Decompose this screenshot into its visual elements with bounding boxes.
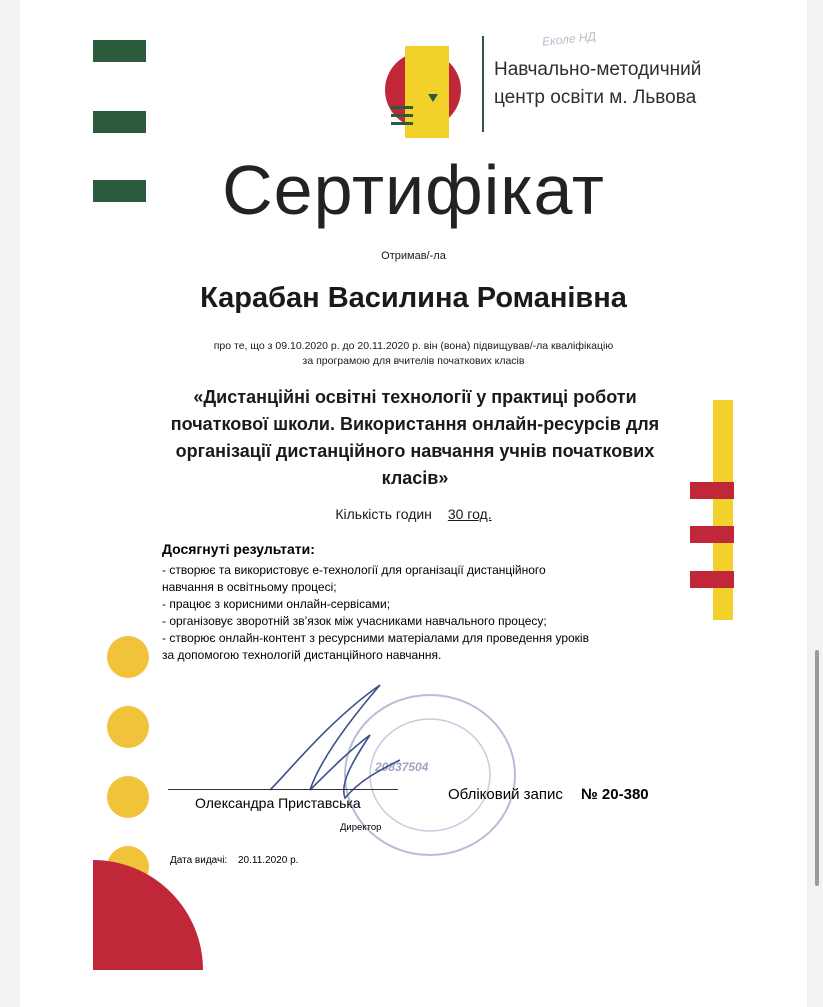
recipient-name: Карабан Василина Романівна [200,282,627,314]
yellow-dot [107,706,149,748]
issue-label: Дата видачі: [170,855,228,866]
director-name: Олександра Приставська [195,795,361,811]
director-title: Директор [340,822,382,833]
record-label: Обліковий запис [448,786,563,803]
training-period [20,339,807,369]
issue-date: 20.11.2020 р. [238,855,299,866]
certificate-page [20,0,807,1007]
result-line: навчання в освітньому процесі; [162,580,337,594]
period-line2: за програмою для вчителів початкових класів [302,355,525,367]
hours-label: Кількість годин [335,506,432,522]
handwritten-note: Еколе НД [541,29,597,49]
results-title: Досягнуті результати: [162,541,315,557]
signature-line [168,789,398,790]
green-bar [93,111,146,133]
result-line: за допомогою технологій дистанційного навчання. [162,648,442,662]
scrollbar-thumb[interactable] [815,650,819,886]
record-row [448,786,649,803]
result-line: - створює онлайн-контент з ресурсними матеріалами для проведення уроків [162,631,589,645]
result-line: - створює та використовує е-технології для організації дистанційного [162,563,546,577]
hours-row [20,506,807,522]
red-arc-decoration [93,860,233,970]
hours-value: 30 год. [447,506,492,522]
yellow-dot [107,776,149,818]
certificate-title: Сертифікат [222,151,605,229]
yellow-dot [107,636,149,678]
signature [250,680,410,810]
red-bar [690,526,734,543]
logo-divider [482,36,484,132]
period-line1: про те, що з 09.10.2020 р. до 20.11.2020 р. він (вона) підвищував/-ла кваліфікацію [213,340,614,352]
red-bar [690,482,734,499]
results-list [162,562,702,664]
green-bar [93,40,146,62]
program-title: «Дистанційні освітні технології у практиці роботи початкової школи. Використання онлайн-ресурсів для організації дистанційного навчання учнів початкових класів» [170,387,660,488]
result-line: - організовує зворотній зв’язок між учасниками навчального процесу; [162,614,547,628]
organization-name [494,56,701,112]
organization-logo [385,30,485,142]
organization-name-line2: центр освіти м. Львова [494,87,697,108]
received-label: Отримав/-ла [381,250,446,262]
organization-name-line1: Навчально-методичний [494,59,702,80]
issue-row [170,855,298,866]
record-number: № 20-380 [581,786,649,803]
stamp-code: 20837504 [375,760,429,774]
result-line: - працює з корисними онлайн-сервісами; [162,597,391,611]
